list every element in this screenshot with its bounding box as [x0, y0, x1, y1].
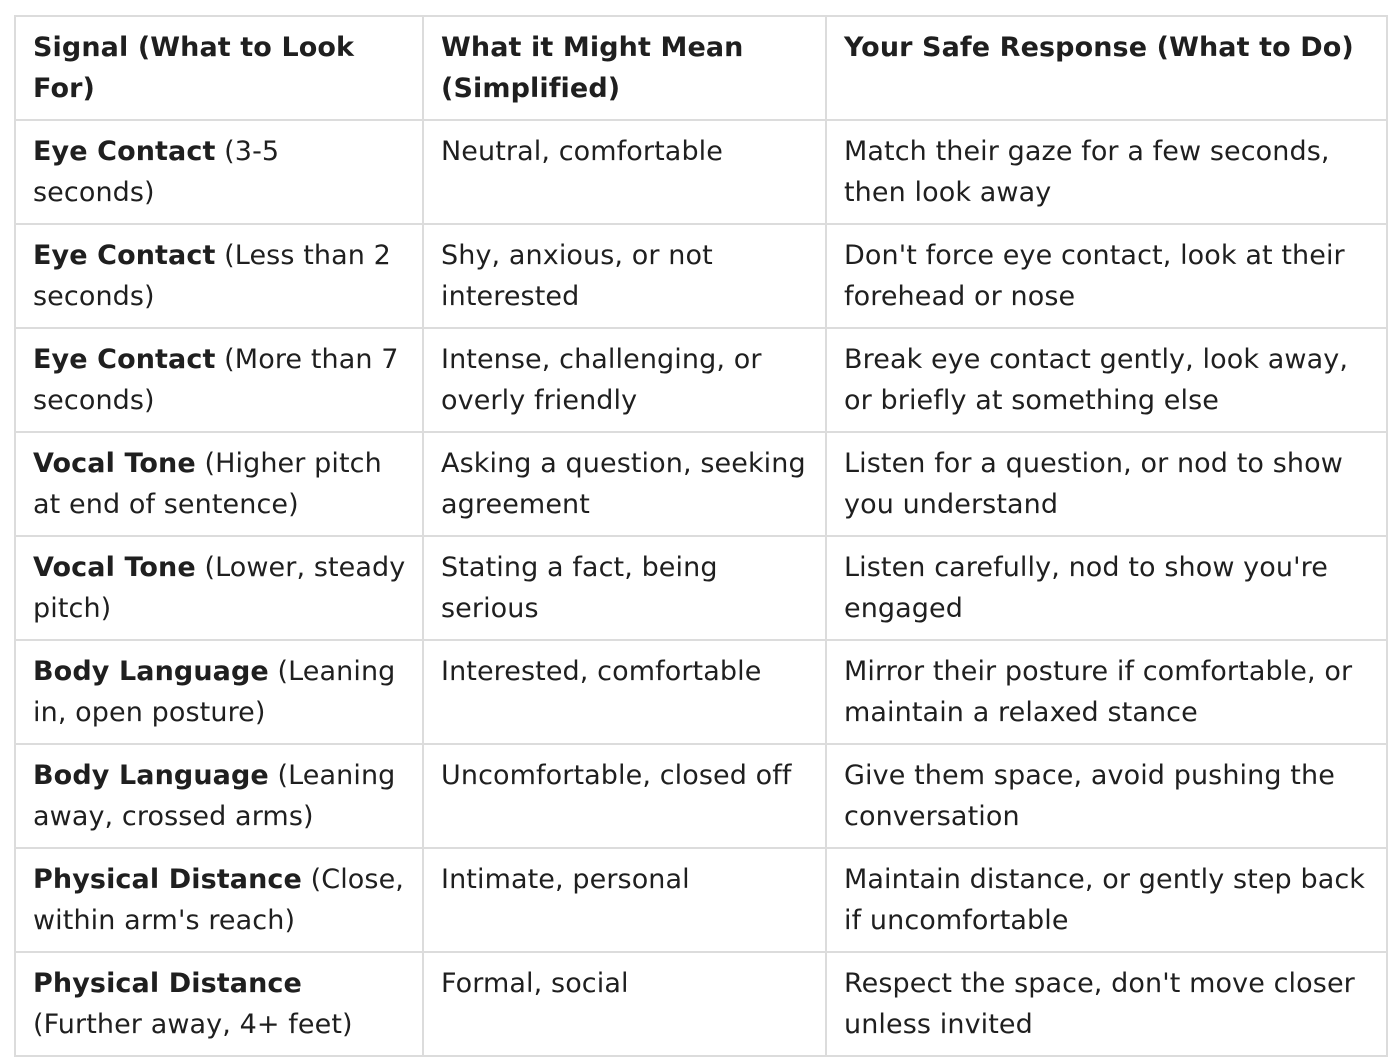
- table-row: [15, 640, 1387, 744]
- response-cell: Listen carefully, nod to show you're engaged: [826, 536, 1387, 640]
- signal-name: Physical Distance: [33, 968, 302, 999]
- signal-cell: [15, 744, 423, 848]
- table-row: [15, 848, 1387, 952]
- table-row: [15, 224, 1387, 328]
- signal-cell: [15, 432, 423, 536]
- header-row: [15, 16, 1387, 120]
- meaning-cell: Uncomfortable, closed off: [423, 744, 826, 848]
- signal-name: Physical Distance: [33, 864, 302, 895]
- response-cell: Listen for a question, or nod to show you understand: [826, 432, 1387, 536]
- response-cell: Maintain distance, or gently step back if uncomfortable: [826, 848, 1387, 952]
- header-meaning: What it Might Mean (Simplified): [423, 16, 826, 120]
- signal-cell: [15, 952, 423, 1056]
- response-cell: Mirror their posture if comfortable, or maintain a relaxed stance: [826, 640, 1387, 744]
- signal-name: Eye Contact: [33, 344, 216, 375]
- meaning-cell: Asking a question, seeking agreement: [423, 432, 826, 536]
- signal-name: Body Language: [33, 656, 269, 687]
- meaning-cell: Intimate, personal: [423, 848, 826, 952]
- signal-detail: (Less than 2 seconds): [33, 240, 391, 312]
- signal-cell: [15, 224, 423, 328]
- signal-cell: [15, 640, 423, 744]
- table-body: [15, 120, 1387, 1056]
- signal-detail: (Leaning away, crossed arms): [33, 760, 396, 832]
- signals-table: [14, 15, 1388, 1057]
- signal-detail: (More than 7 seconds): [33, 344, 399, 416]
- signal-cell: [15, 536, 423, 640]
- meaning-cell: Interested, comfortable: [423, 640, 826, 744]
- response-cell: Don't force eye contact, look at their forehead or nose: [826, 224, 1387, 328]
- signal-cell: [15, 848, 423, 952]
- signal-name: Vocal Tone: [33, 552, 196, 583]
- signal-detail: (Higher pitch at end of sentence): [33, 448, 382, 520]
- signal-detail: (Lower, steady pitch): [33, 552, 406, 624]
- signal-detail: (Further away, 4+ feet): [33, 1009, 353, 1040]
- response-cell: Match their gaze for a few seconds, then look away: [826, 120, 1387, 224]
- signal-detail: (Leaning in, open posture): [33, 656, 396, 728]
- table-row: [15, 744, 1387, 848]
- signal-name: Body Language: [33, 760, 269, 791]
- signal-name: Eye Contact: [33, 240, 216, 271]
- signal-cell: [15, 120, 423, 224]
- header-response: Your Safe Response (What to Do): [826, 16, 1387, 120]
- table-row: [15, 328, 1387, 432]
- signal-name: Vocal Tone: [33, 448, 196, 479]
- response-cell: Break eye contact gently, look away, or briefly at something else: [826, 328, 1387, 432]
- table-row: [15, 432, 1387, 536]
- table-header: [15, 16, 1387, 120]
- signal-cell: [15, 328, 423, 432]
- signals-table-container: [14, 15, 1386, 1057]
- meaning-cell: Neutral, comfortable: [423, 120, 826, 224]
- signal-name: Eye Contact: [33, 136, 216, 167]
- signal-detail: (Close, within arm's reach): [33, 864, 404, 936]
- response-cell: Give them space, avoid pushing the conversation: [826, 744, 1387, 848]
- table-row: [15, 952, 1387, 1056]
- meaning-cell: Shy, anxious, or not interested: [423, 224, 826, 328]
- table-row: [15, 536, 1387, 640]
- header-signal: Signal (What to Look For): [15, 16, 423, 120]
- meaning-cell: Formal, social: [423, 952, 826, 1056]
- table-row: [15, 120, 1387, 224]
- meaning-cell: Intense, challenging, or overly friendly: [423, 328, 826, 432]
- meaning-cell: Stating a fact, being serious: [423, 536, 826, 640]
- response-cell: Respect the space, don't move closer unless invited: [826, 952, 1387, 1056]
- signal-detail: (3-5 seconds): [33, 136, 280, 208]
